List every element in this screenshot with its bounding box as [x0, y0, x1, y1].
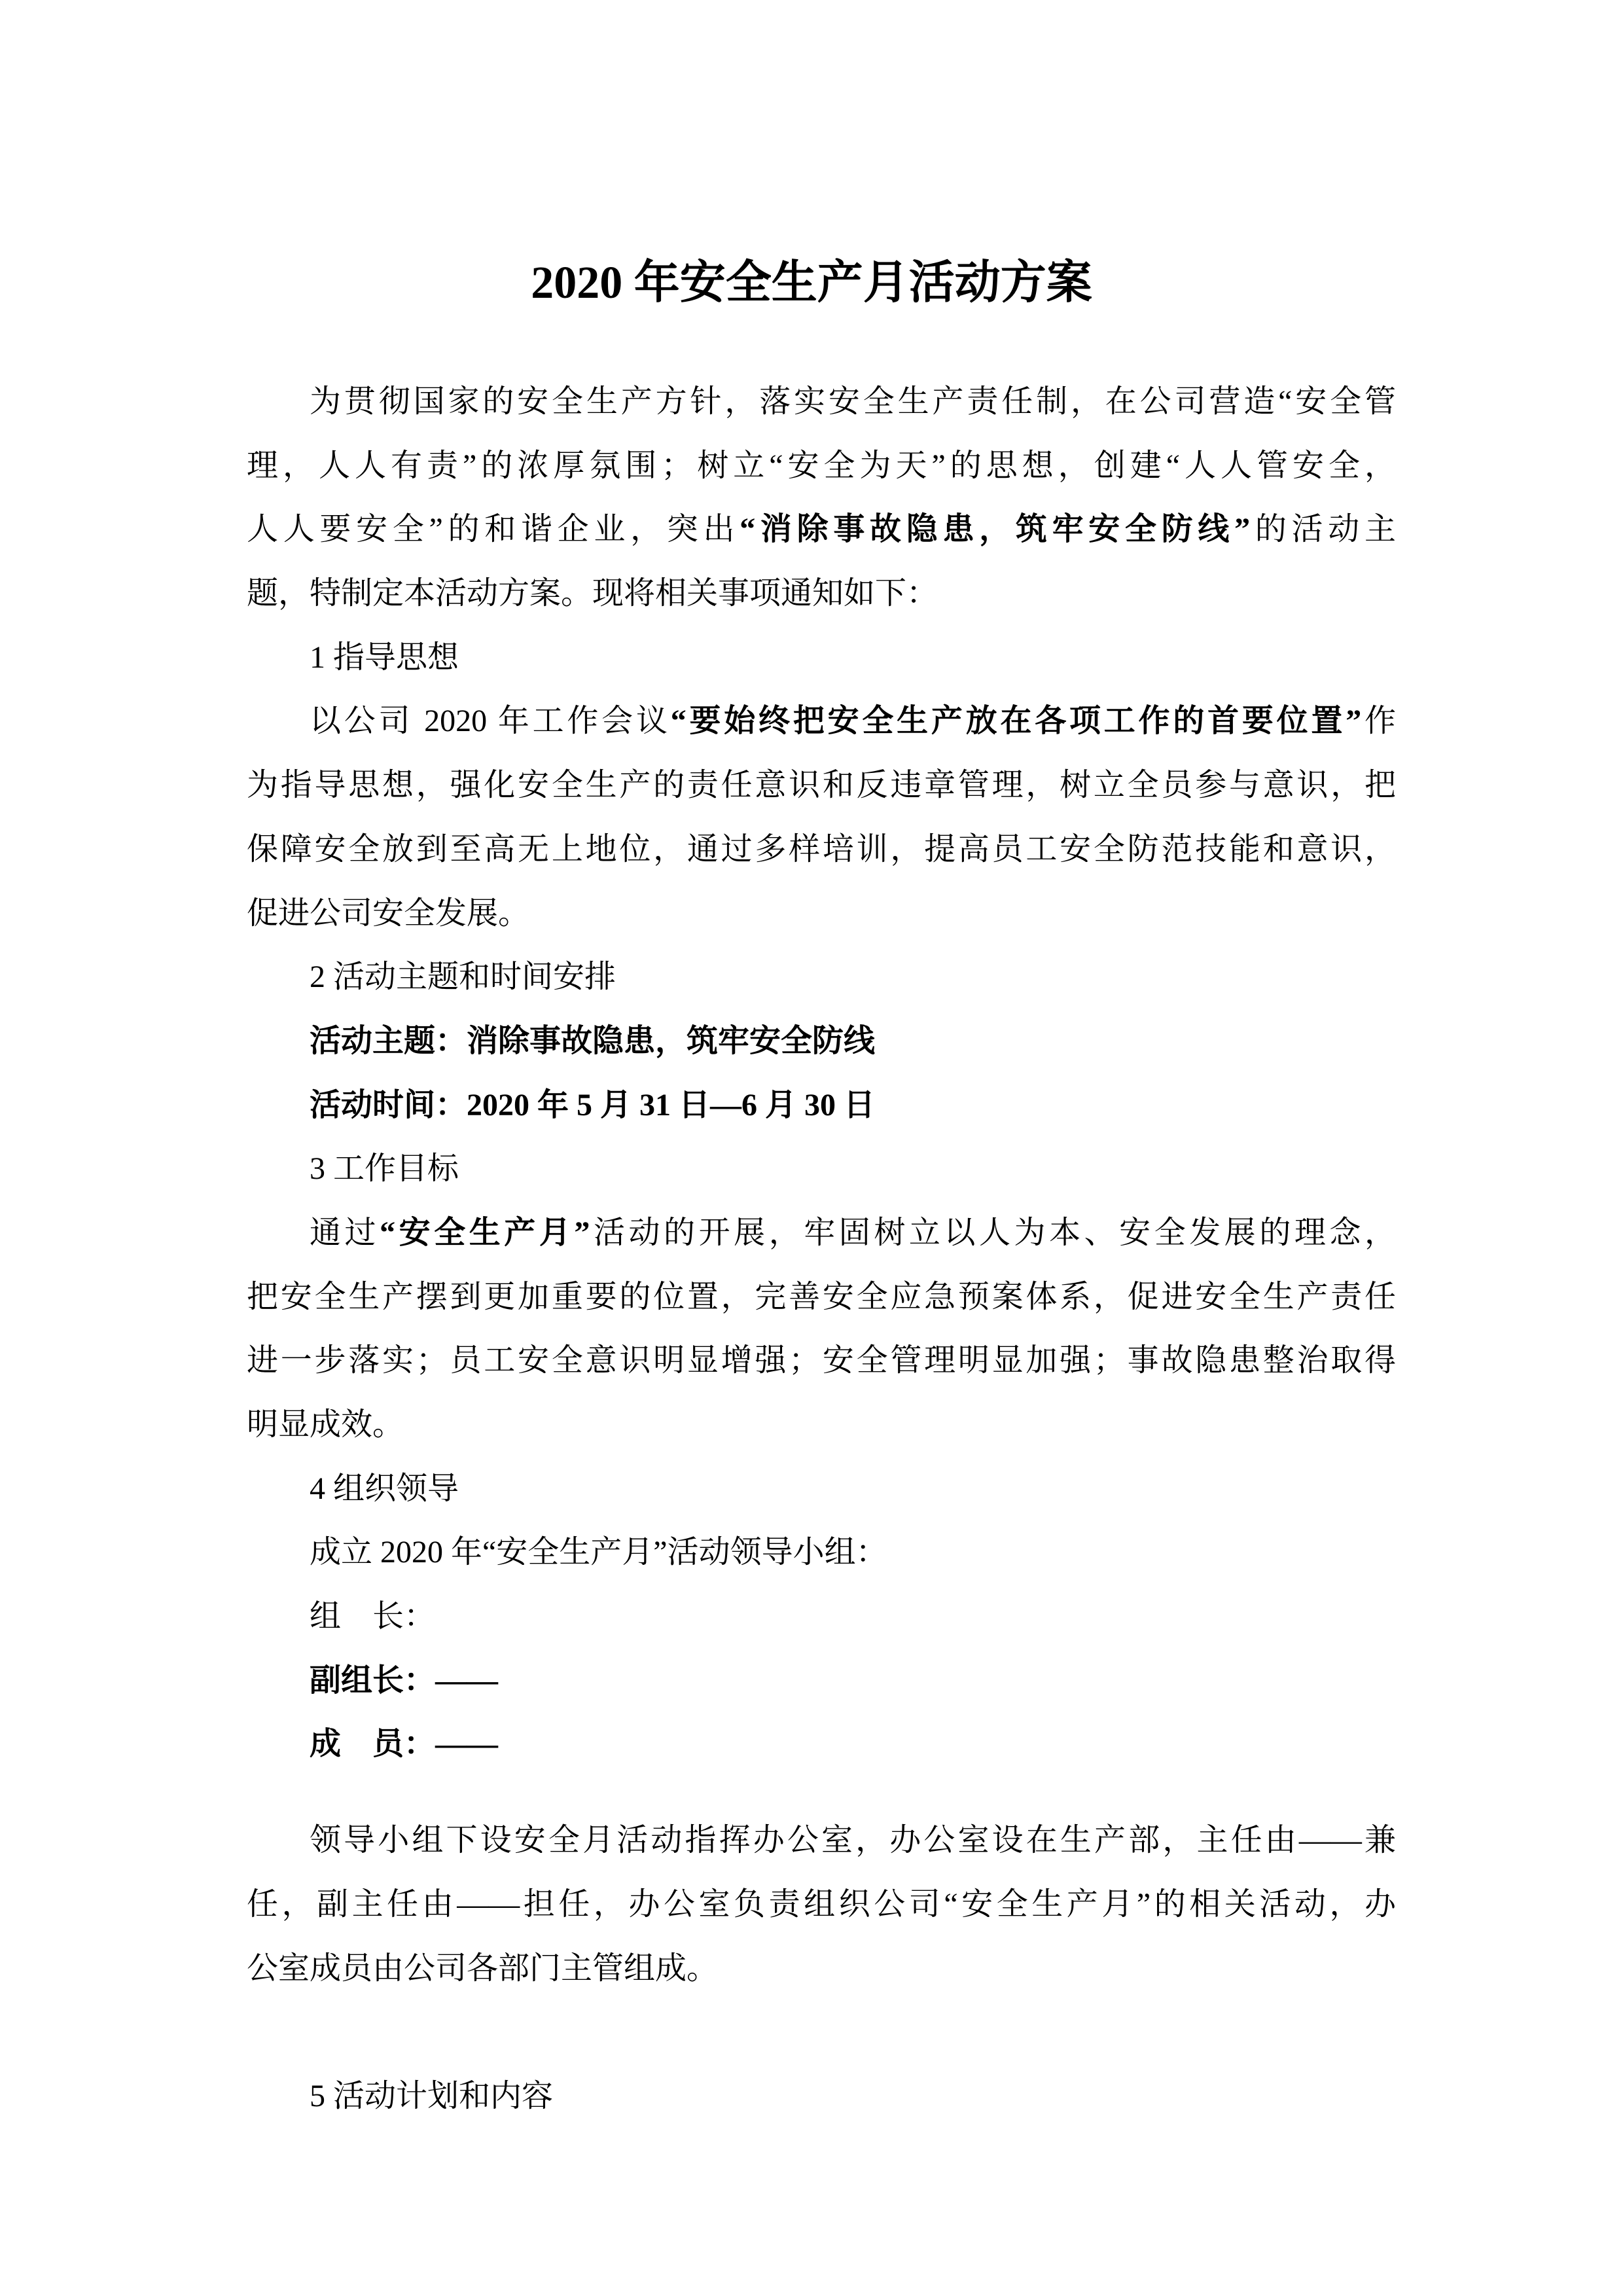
bold-text-run: 活动时间：2020 年 5 月 31 日—6 月 30 日	[310, 1087, 876, 1122]
text-run: 2 活动主题和时间安排	[310, 960, 616, 995]
heading-5	[247, 2064, 1396, 2128]
document-title: 2020 年安全生产月活动方案	[531, 257, 1092, 308]
text-run: 的活动主	[1250, 512, 1396, 547]
deputy-leader-line	[247, 1649, 1396, 1713]
text-run: 4 组织领导	[310, 1471, 459, 1506]
para1-line2	[247, 434, 1396, 498]
text-run: 5 活动计划和内容	[310, 2079, 554, 2114]
text-run: 领导小组下设安全月活动指挥办公室，办公室设在生产部，主任由——兼	[310, 1823, 1396, 1858]
group-setup-line	[247, 1520, 1396, 1585]
text-run: 1 指导思想	[310, 639, 459, 675]
text-run: 作	[1361, 704, 1396, 739]
text-run: 为贯彻国家的安全生产方针，落实安全生产责任制，在公司营造“安全管	[310, 384, 1396, 419]
members-line	[247, 1712, 1396, 1776]
heading-1	[247, 626, 1396, 690]
para2-line2	[247, 753, 1396, 817]
bold-text-run: “消除事故隐患，筑牢安全防线”	[740, 512, 1251, 547]
para4-line3	[247, 1937, 1396, 2001]
text-run: 促进公司安全发展。	[247, 895, 530, 931]
para4-line2	[247, 1873, 1396, 1937]
theme-line	[247, 1009, 1396, 1073]
text-run: 为指导思想，强化安全生产的责任意识和反违章管理，树立全员参与意识，把	[247, 768, 1396, 803]
bold-text-run: 副组长：——	[310, 1662, 499, 1698]
text-run: 组 长：	[310, 1599, 436, 1634]
text-run: 人人要安全”的和谐企业，突出	[247, 512, 740, 547]
text-run: 以公司 2020 年工作会议	[310, 704, 671, 739]
paragraph-gap	[247, 1776, 1396, 1808]
heading-3	[247, 1137, 1396, 1201]
para1-line3	[247, 497, 1396, 562]
heading-4	[247, 1457, 1396, 1521]
text-run: 公室成员由公司各部门主管组成。	[247, 1950, 719, 1986]
bold-text-run: “要始终把安全生产放在各项工作的首要位置”	[670, 704, 1362, 739]
text-run: 保障安全放到至高无上地位，通过多样培训，提高员工安全防范技能和意识，	[247, 831, 1396, 867]
text-run: 进一步落实；员工安全意识明显增强；安全管理明显加强；事故隐患整治取得	[247, 1343, 1396, 1378]
text-run: 任，副主任由——担任，办公室负责组织公司“安全生产月”的相关活动，办	[247, 1886, 1396, 1922]
text-run: 题，特制定本活动方案。现将相关事项通知如下：	[247, 576, 938, 611]
bold-text-run: “安全生产月”	[380, 1215, 590, 1250]
bold-text-run: 活动主题：消除事故隐患，筑牢安全防线	[310, 1023, 876, 1058]
paragraph-gap	[247, 2000, 1396, 2064]
text-run: 明显成效。	[247, 1407, 404, 1442]
text-run: 通过	[310, 1215, 380, 1250]
para3-line1	[247, 1201, 1396, 1265]
heading-2	[247, 945, 1396, 1009]
para4-line1	[247, 1808, 1396, 1873]
para1-line1	[247, 370, 1396, 434]
text-run: 把安全生产摆到更加重要的位置，完善安全应急预案体系，促进安全生产责任	[247, 1279, 1396, 1314]
text-run: 活动的开展，牢固树立以人为本、安全发展的理念，	[590, 1215, 1396, 1250]
leader-line	[247, 1585, 1396, 1649]
para2-line4	[247, 882, 1396, 946]
bold-text-run: 成 员：——	[310, 1727, 499, 1762]
text-run: 成立 2020 年“安全生产月”活动领导小组：	[310, 1535, 887, 1570]
para3-line3	[247, 1329, 1396, 1393]
para1-line4	[247, 562, 1396, 626]
para2-line1	[247, 689, 1396, 753]
para3-line4	[247, 1393, 1396, 1457]
text-run: 3 工作目标	[310, 1151, 459, 1187]
time-line	[247, 1073, 1396, 1138]
para3-line2	[247, 1265, 1396, 1329]
text-run: 理，人人有责”的浓厚氛围；树立“安全为天”的思想，创建“人人管安全，	[247, 448, 1396, 483]
para2-line3	[247, 817, 1396, 882]
document-body	[247, 370, 1396, 2128]
